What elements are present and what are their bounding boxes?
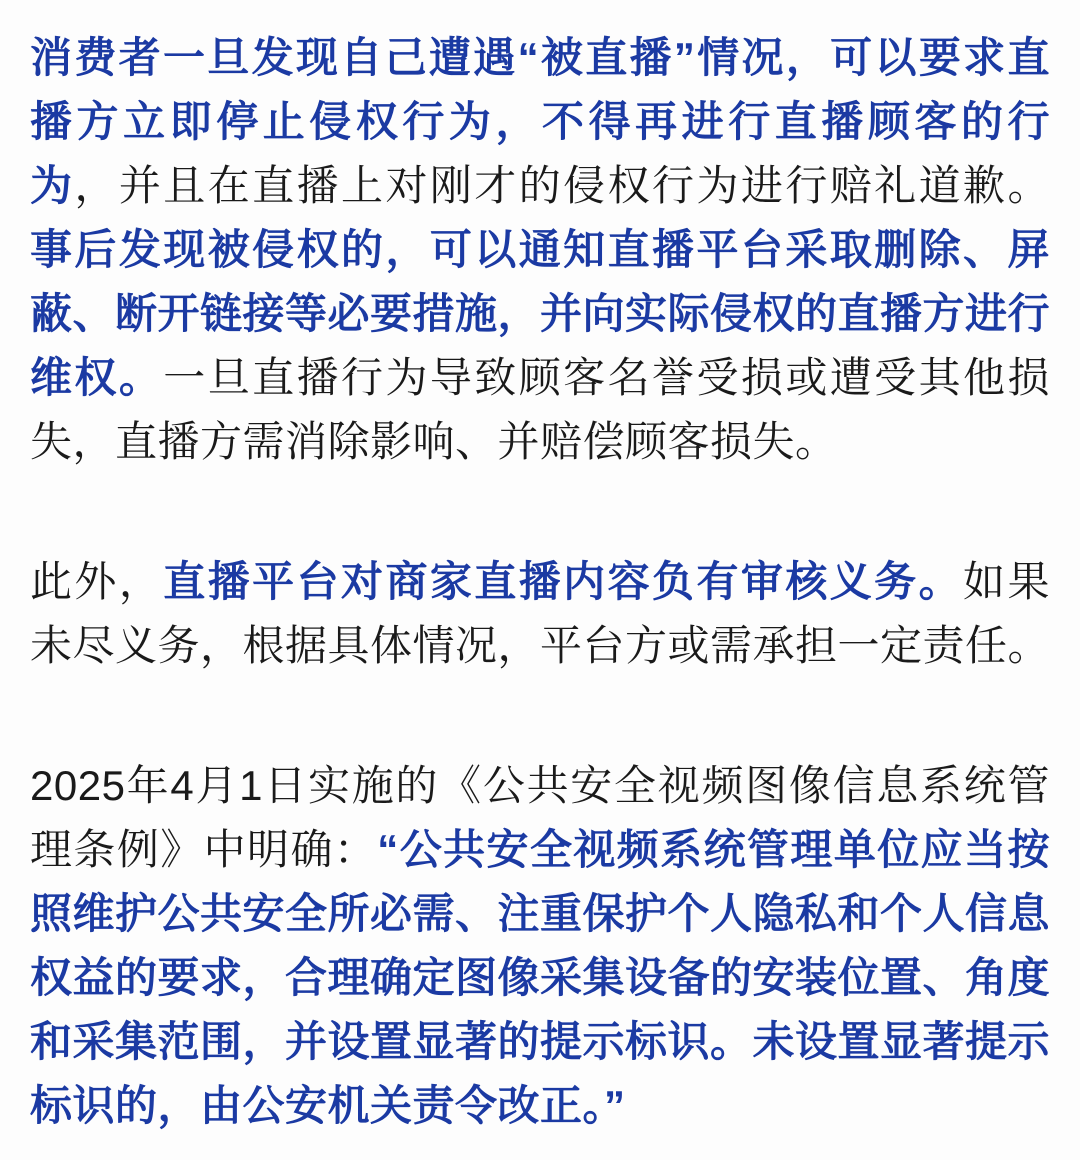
text-segment: 如果未尽义务，根据具体情况，平台方或需承担一定责任。 xyxy=(30,558,1051,669)
text-segment-emphasis: “公共安全视频系统管理单位应当按照维护公共安全所必需、注重保护个人隐私和个人信息权益的要求，合理确定图像采集设备的安装位置、角度和采集范围，并设置显著的提示标识。未设置显著提示标识的，由公安机关责令改正。” xyxy=(30,826,1051,1129)
text-segment-emphasis: 消费者一旦发现自己遭遇“被直播”情况，可以要求直播方立即停止侵权行为，不得再进行直播顾客的行为 xyxy=(30,34,1050,209)
text-segment: 2025年4月1日实施的《公共安全视频图像信息系统管理条例》中明确： xyxy=(30,762,1050,873)
paragraph xyxy=(30,754,1050,1138)
text-segment: ，并且在直播上对刚才的侵权行为进行赔礼道歉。 xyxy=(74,162,1050,209)
text-segment: 一旦直播行为导致顾客名誉受损或遭受其他损失，直播方需消除影响、并赔偿顾客损失。 xyxy=(30,354,1050,465)
paragraph xyxy=(30,550,1050,678)
text-segment: 此外， xyxy=(30,558,164,605)
text-segment-emphasis: 事后发现被侵权的，可以通知直播平台采取删除、屏蔽、断开链接等必要措施，并向实际侵权的直播方进行维权。 xyxy=(30,226,1051,401)
article-body xyxy=(30,26,1050,1138)
paragraph xyxy=(30,26,1050,474)
text-segment-emphasis: 直播平台对商家直播内容负有审核义务。 xyxy=(163,558,964,605)
